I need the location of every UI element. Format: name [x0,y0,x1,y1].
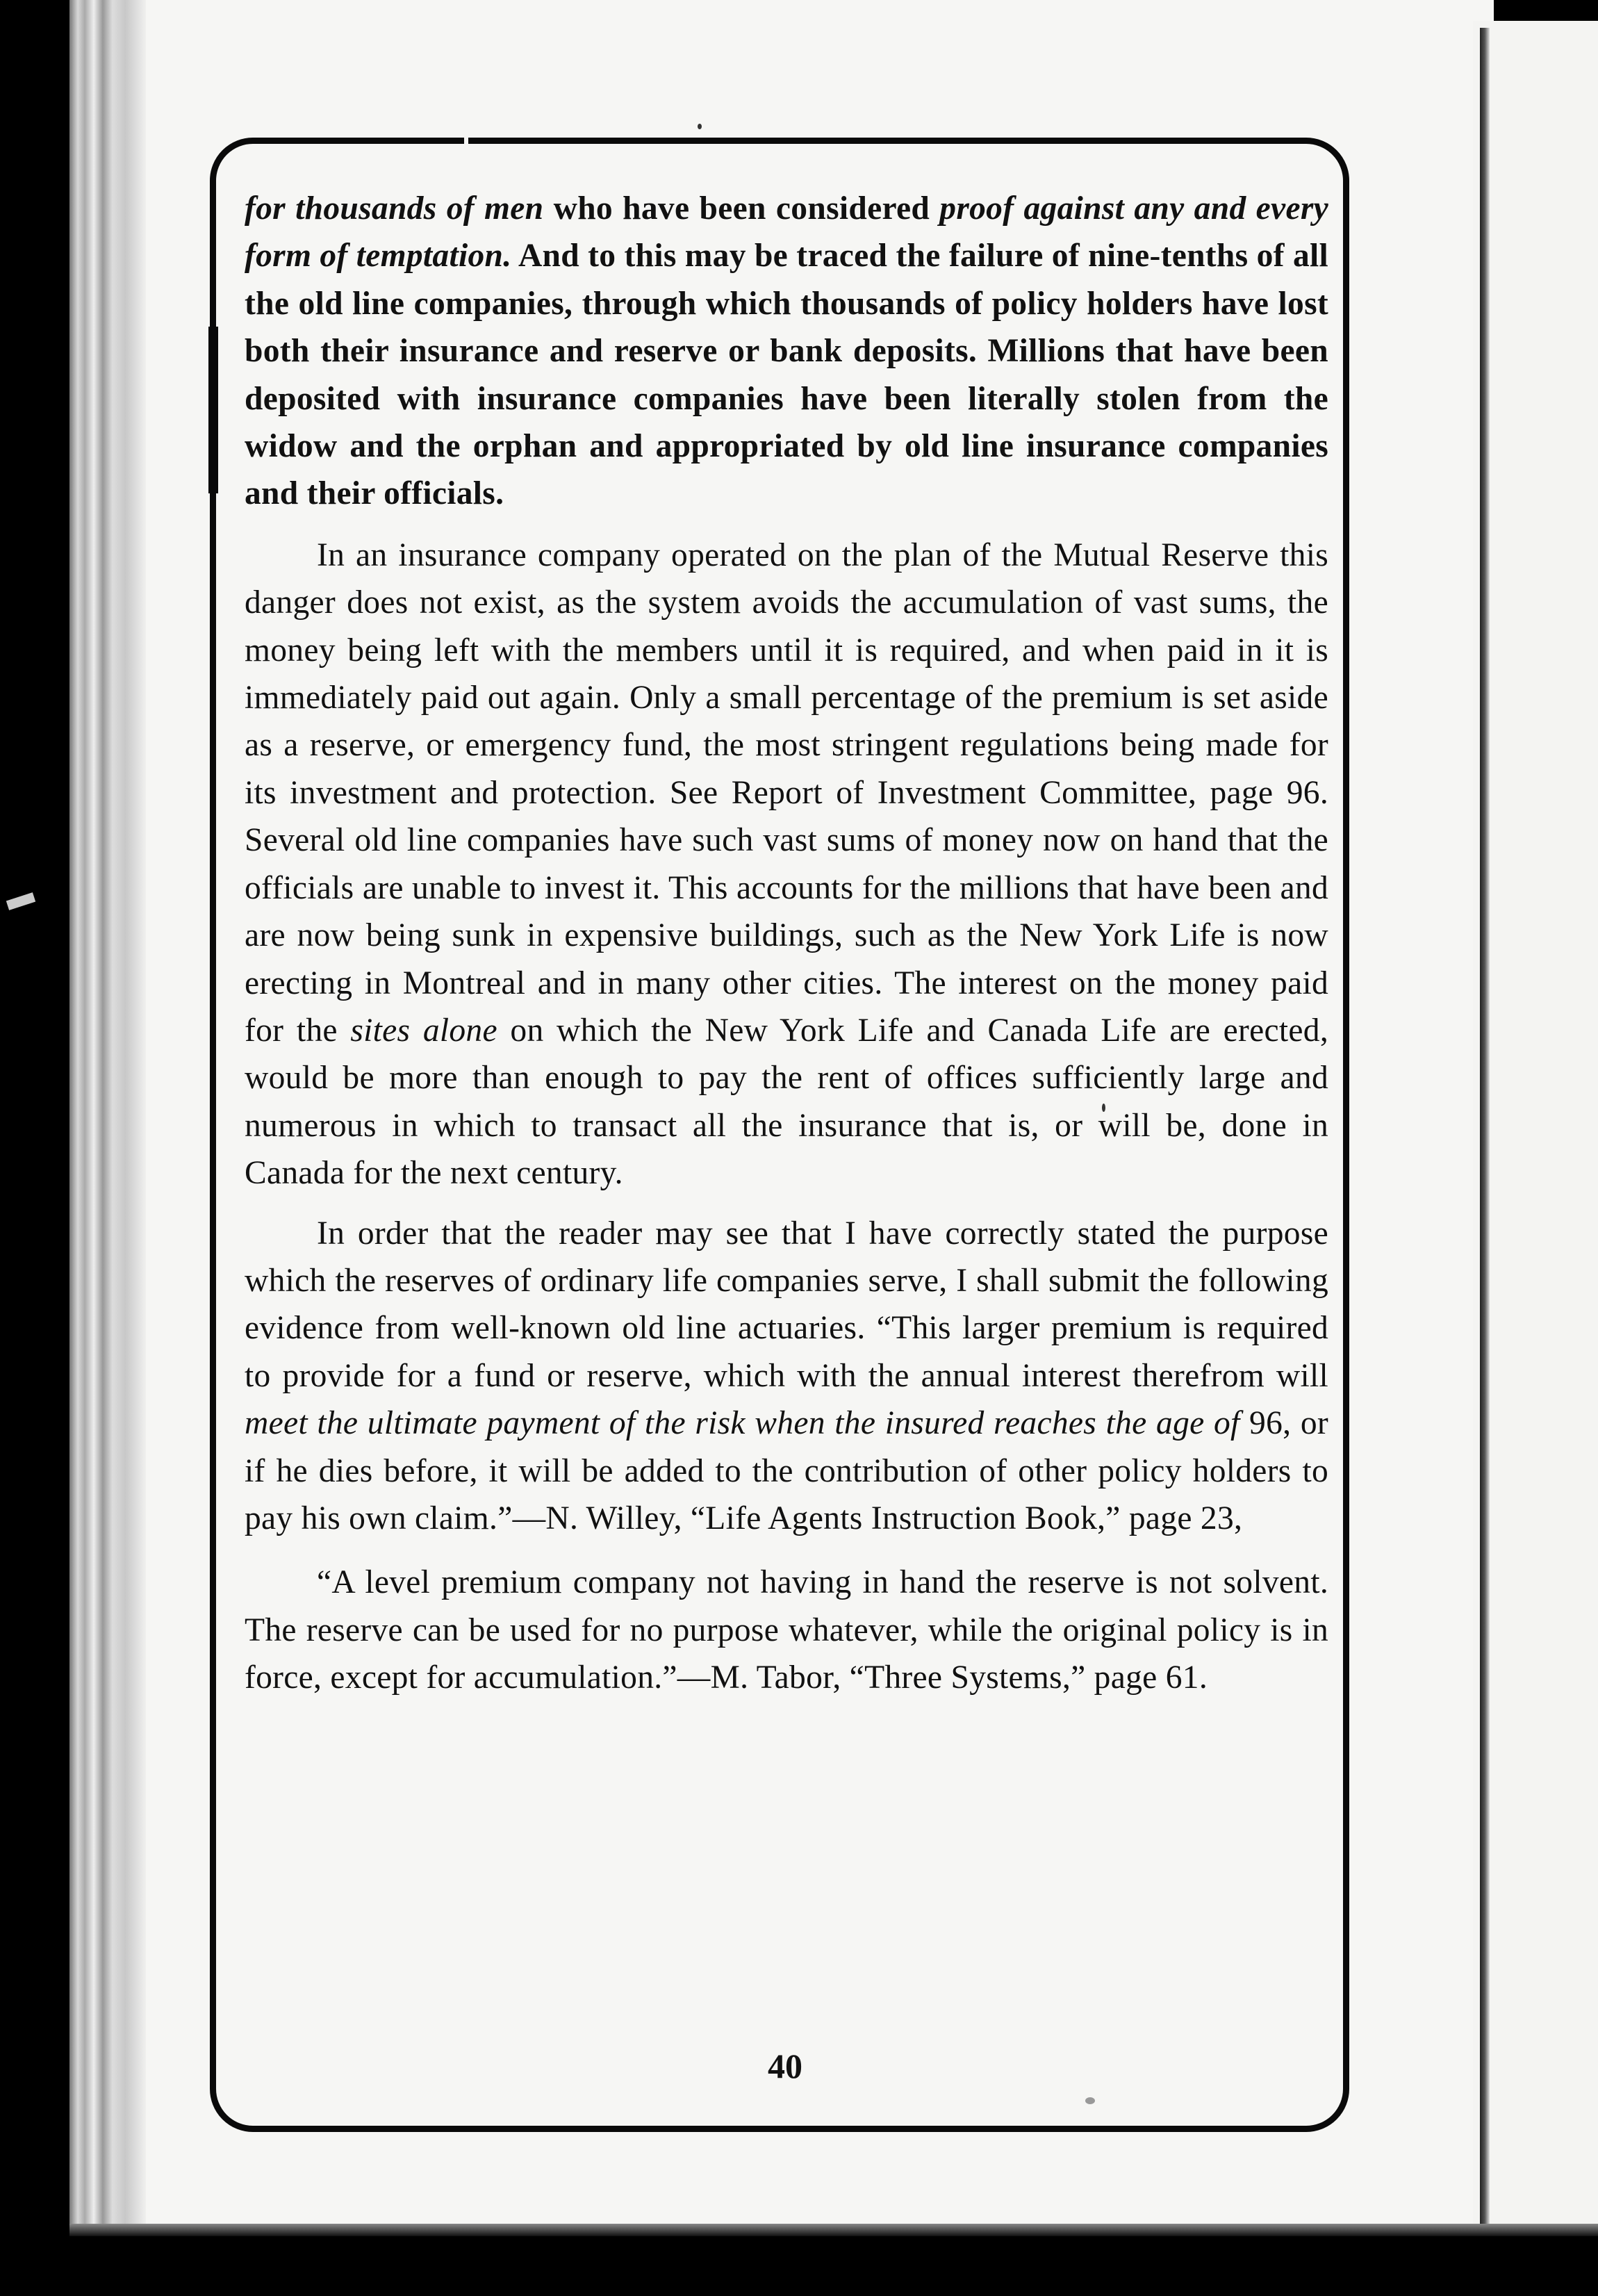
text-segment: who have been considered [543,190,940,227]
facing-page-fold [1480,28,1490,2224]
text-segment: 96, or if he dies before, it will be added to the contribution of other policy holders to pay his own claim.”—N. Willey, “Life Agents Instruction Book,” page 23, [245,1405,1328,1536]
text-segment: “A level premium company not having in hand the reserve is not solvent. The reserve can be used for no purpose whatever, while the original policy is in force, except for accumulation.”—M. Tabor, “Three Systems,” page 61. [245,1564,1328,1696]
text-segment: In order that the reader may see that I have correctly stated the purpose which the reserves of ordinary life companies serve, I shall submit the following evidence from well-known old line actuaries. “This larger premium is required to provide for a fund or reserve, which with the annual interest therefrom will [245,1215,1328,1394]
frame-ink-mark [208,327,218,493]
ink-speck [1085,2097,1095,2104]
text-segment: In an insurance company operated on the plan of the Mutual Reserve this danger does not exist, as the system avoids the accumulation of vast sums, the money being left with the members until it is required, and when paid in it is immediately paid out again. Only a small percentage of the premium is set aside as a reserve, or emergency fund, the most stringent regulations being made for its investment and protection. See Report of Investment Committee, page 96. Several old line companies have such vast sums of money now on hand that the officials are unable to invest it. This accounts for the millions that have been and are now being sunk in expensive buildings, such as the New York Life is now erecting in Montreal and in many other cities. The interest on the money paid for the [245,536,1328,1049]
text-segment: And to this may be traced the failure of nine-tenths of all the old line companies, through which thousands of policy holders have lost both their insurance and reserve or bank deposits. Millions that have been deposited with insurance companies have been literally stolen from the widow and the orphan and appropriated by old line insurance companies and their officials. [245,238,1328,512]
paragraph-2 [245,532,1328,1197]
text-segment: sites alone [350,1012,497,1049]
paragraph-1 [245,185,1328,518]
frame-gap [464,136,468,146]
text-segment: on which the New York Life and Canada Life are erected, would be more than enough to pay the rent of offices sufficiently large and numerous in which to transact all the insurance that is, or will be, done in Canada for the next century. [245,1012,1328,1192]
body-text [245,185,1328,1702]
text-segment: proof against any and every form of temptation. [245,190,1328,274]
ink-speck [698,124,702,129]
text-segment: for thousands of men [245,190,544,227]
paragraph-3 [245,1210,1328,1543]
bottom-shadow [69,2224,1598,2236]
paragraph-4 [245,1559,1328,1701]
page-number: 40 [768,2047,802,2085]
facing-page-edge [1473,21,1598,2231]
page-gutter [69,0,146,2234]
text-segment: meet the ultimate payment of the risk when the insured reaches the age of [245,1405,1240,1442]
